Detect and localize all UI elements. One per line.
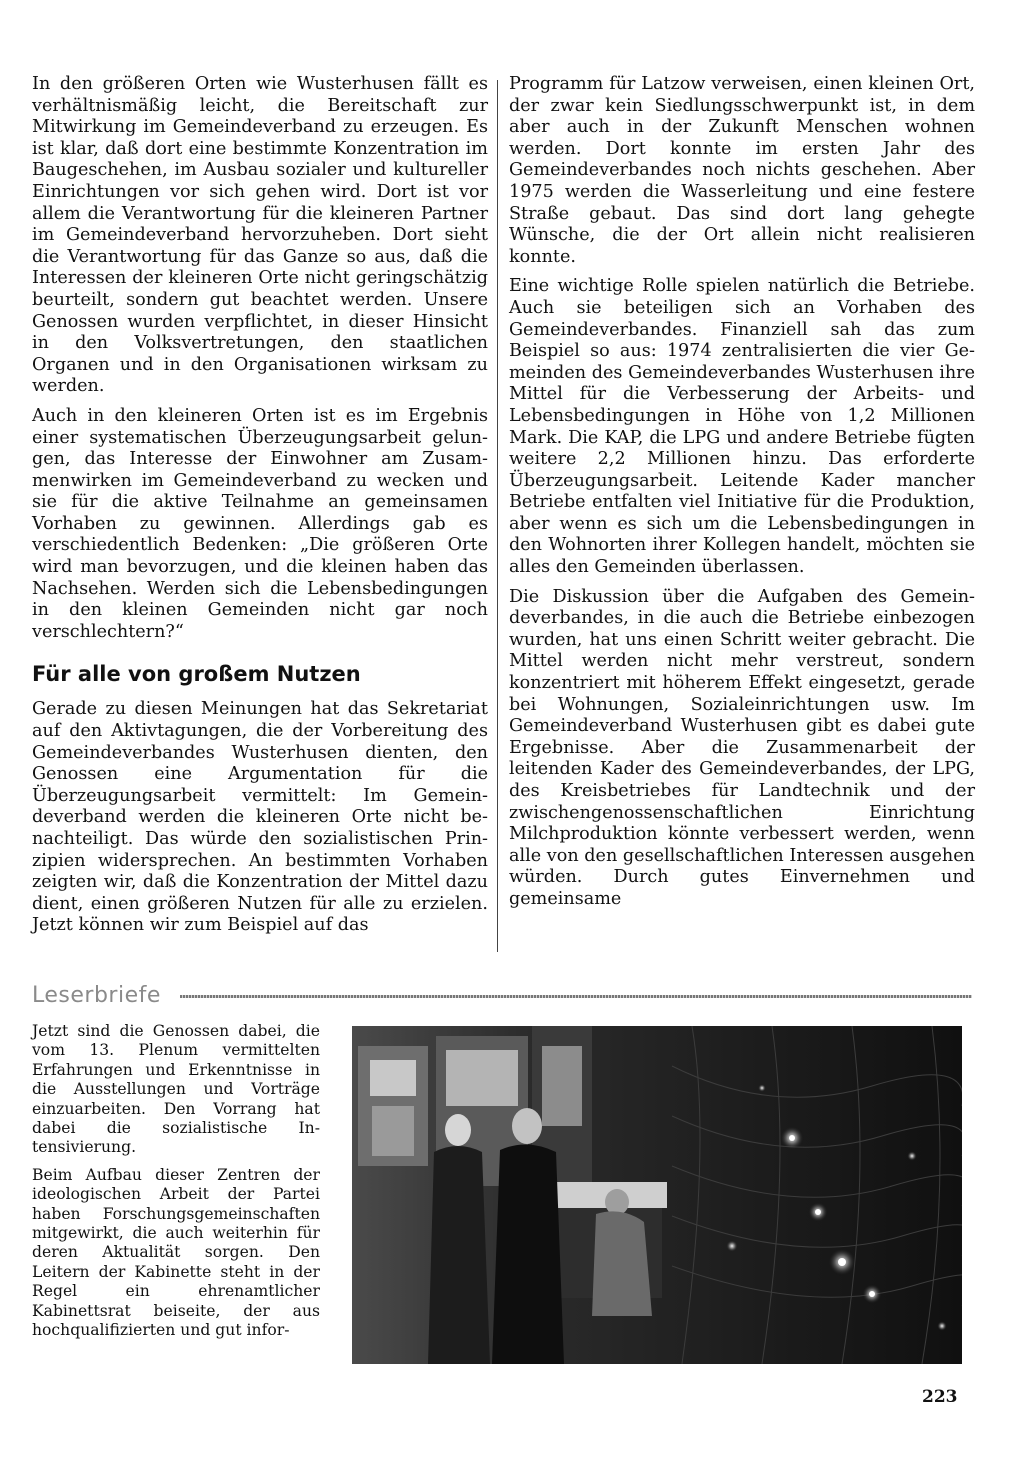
- paragraph: Programm für Latzow verweisen, einen kleinen Ort, der zwar kein Siedlungsschwerpunkt ist, in dem aber auch in der Zukunft Menschen wohnen werden. Dort konnte im ersten Jahr des Gemeindeverbandes noch nichts geschehen. Aber 1975 werden die Wasserleitung und eine festere Straße gebaut. Das sind dort lang gehegte Wünsche, die der Ort allein nicht realisieren konnte.: [509, 74, 975, 267]
- page-number: 223: [922, 1387, 958, 1407]
- photo-image: [352, 1026, 962, 1364]
- paragraph: Gerade zu diesen Meinungen hat das Sekretariat auf den Aktivtagungen, die der Vorbereitung des Gemeindeverbandes Wusterhusen dienten, den Genossen eine Argumentation für die Überzeugungsarbeit vermittelt: Im Gemeindeverband werden die kleineren Orte nicht benachteiligt. Das würde den sozialistischen Prinzipien widersprechen. An bestimmten Vorhaben zeigten wir, daß die Konzentration der Mittel dazu dient, einen größeren Nutzen für alle zu erzielen. Jetzt können wir zum Beispiel auf das: [32, 699, 488, 936]
- paragraph: Beim Aufbau dieser Zentren der ideologischen Arbeit der Partei haben Forschungsgemeinschaften mitgewirkt, die auch weiterhin für deren Aktualität sorgen. Den Leitern der Kabinette steht in der Regel ein ehrenamtlicher Kabinettsrat beiseite, der aus hochqualifizierten und gut infor-: [32, 1165, 320, 1340]
- exhibition-photo: [352, 1026, 962, 1364]
- column-divider: [497, 80, 498, 952]
- paragraph: Die Diskussion über die Aufgaben des Gemeindeverbandes, in die auch die Betriebe einbezogen wurden, hat uns einen Schritt weiter gebracht. Die Mittel werden nicht mehr verstreut, sondern konzentriert mit höherem Effekt eingesetzt, gerade bei Wohnungen, Sozialeinrichtungen usw. Im Gemeindeverband Wusterhusen gibt es dabei gute Ergebnisse. Aber die Zusammenarbeit der leitenden Kader des Gemeindeverbandes, der LPG, des Kreisbetriebes für Landtechnik und der zwischengenossenschaftlichen Einrichtung Milchproduktion könnte verbessert werden, wenn alle von den gesellschaftlichen Interessen ausgehen würden. Durch gutes Einvernehmen und gemeinsame: [509, 586, 975, 909]
- leserbriefe-header: [32, 982, 972, 1010]
- section-title: Leserbriefe: [32, 983, 161, 1008]
- right-column: [509, 74, 975, 919]
- leserbriefe-column: [32, 1022, 320, 1349]
- left-column: [32, 74, 488, 945]
- paragraph: In den größeren Orten wie Wusterhusen fällt es verhältnismäßig leicht, die Bereitschaft zur Mitwirkung im Gemeindeverband zu erzeugen. Es ist klar, daß dort eine bestimmte Konzentration im Baugeschehen, im Ausbau sozialer und kultureller Einrichtungen vor sich gehen wird. Dort ist vor allem die Verantwortung für die kleineren Partner im Gemeindeverband hervorzuheben. Dort sieht die Verantwortung für das Ganze so aus, daß die Interessen der kleineren Orte nicht geringschätzig beurteilt, sondern gut beachtet werden. Unsere Genossen wurden verpflichtet, in dieser Hinsicht in den Volksvertretungen, den staatlichen Organen und in den Organisationen wirksam zu werden.: [32, 74, 488, 397]
- dotted-rule: [180, 995, 972, 998]
- paragraph: Jetzt sind die Genossen dabei, die vom 13. Plenum vermittelten Erfahrungen und Erkenntnisse in die Ausstellungen und Vorträge einzuarbeiten. Den Vorrang hat dabei die sozialistische Intensivierung.: [32, 1022, 320, 1157]
- paragraph: Eine wichtige Rolle spielen natürlich die Betriebe. Auch sie beteiligen sich an Vorhaben des Gemeindeverbandes. Finanziell sah das zum Beispiel so aus: 1974 zentralisierten die vier Gemeinden des Gemeindeverbandes Wusterhusen ihre Mittel für die Verbesserung der Arbeits- und Lebensbedingungen in Höhe von 1,2 Millionen Mark. Die KAP, die LPG und andere Betriebe fügten weitere 2,2 Millionen hinzu. Das erforderte Überzeugungsarbeit. Leitende Kader mancher Betriebe entfalten viel Initiative für die Produktion, aber wenn es sich um die Lebensbedingungen in den Wohnorten ihrer Kollegen handelt, möchten sie alles den Gemeinden überlassen.: [509, 276, 975, 578]
- paragraph: Auch in den kleineren Orten ist es im Ergebnis einer systematischen Überzeugungsarbeit gelungen, das Interesse der Einwohner am Zusammenwirken im Gemeindeverband zu wecken und sie für die aktive Teilnahme an gemeinsamen Vorhaben zu gewinnen. Allerdings gab es verschiedentlich Bedenken: „Die größeren Orte wird man bevorzugen, und die kleinen haben das Nachsehen. Werden sich die Lebensbedingungen in den kleinen Gemeinden nicht gar noch verschlechtern?“: [32, 405, 488, 642]
- section-heading: Für alle von großem Nutzen: [32, 662, 361, 687]
